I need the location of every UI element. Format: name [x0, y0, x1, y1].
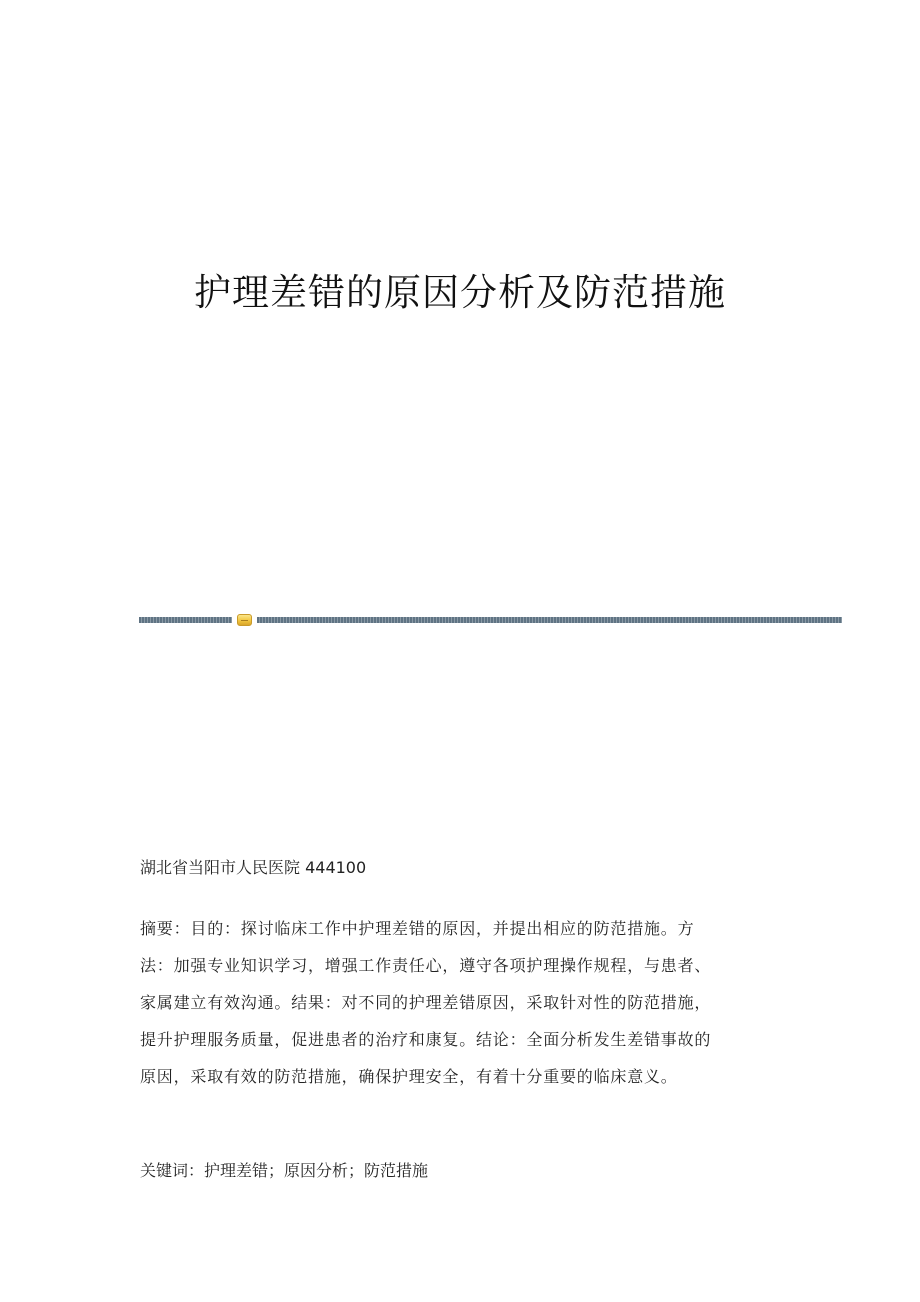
abstract-line: 原因，采取有效的防范措施，确保护理安全，有着十分重要的临床意义。 — [140, 1067, 678, 1086]
abstract-line: 法：加强专业知识学习，增强工作责任心，遵守各项护理操作规程，与患者、 — [140, 956, 712, 975]
divider-bar-right — [257, 617, 842, 623]
divider-ornament-icon — [237, 614, 252, 626]
abstract-line: 家属建立有效沟通。结果：对不同的护理差错原因，采取针对性的防范措施， — [140, 993, 712, 1012]
divider-bar-left — [139, 617, 232, 623]
abstract — [140, 910, 780, 1095]
author-affiliation: 湖北省当阳市人民医院 444100 — [140, 858, 367, 877]
document-title: 护理差错的原因分析及防范措施 — [194, 271, 726, 314]
abstract-line: 摘要：目的：探讨临床工作中护理差错的原因，并提出相应的防范措施。方 — [140, 919, 695, 938]
keywords: 关键词：护理差错；原因分析；防范措施 — [140, 1161, 429, 1180]
abstract-line: 提升护理服务质量，促进患者的治疗和康复。结论：全面分析发生差错事故的 — [140, 1030, 712, 1049]
decorative-divider — [139, 614, 842, 626]
